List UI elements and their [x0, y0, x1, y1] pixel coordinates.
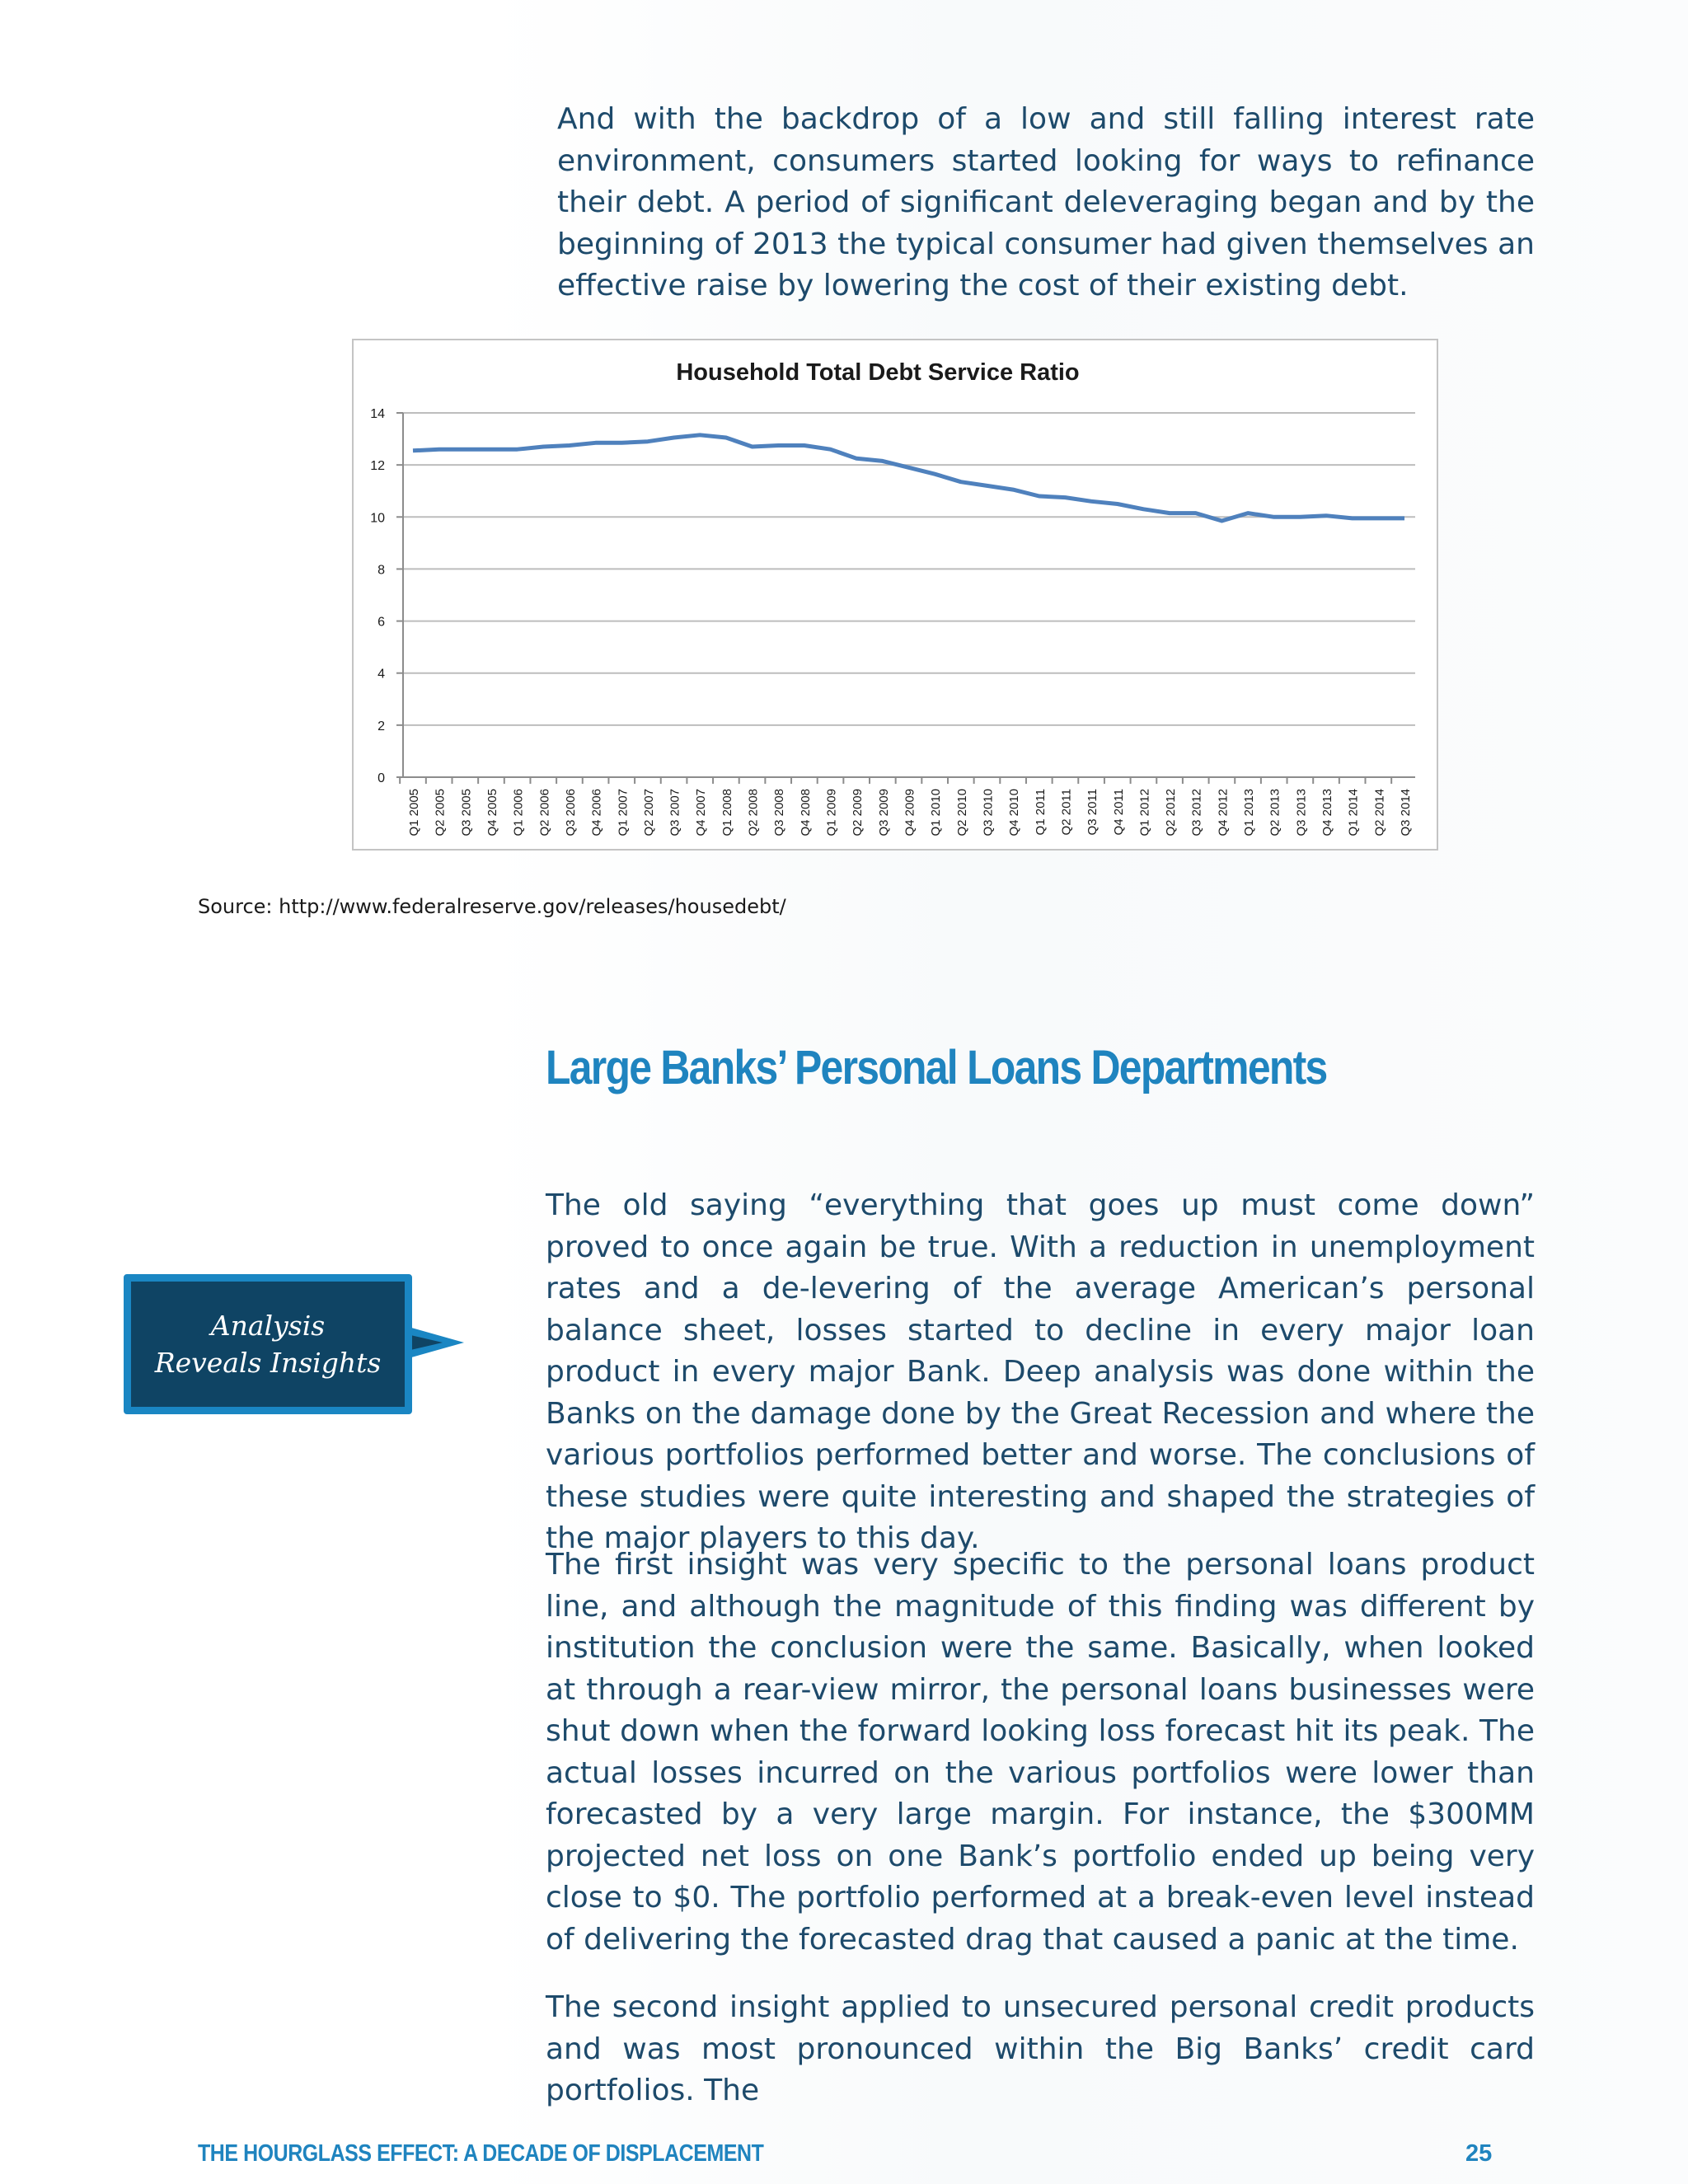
x-tick-label: Q3 2008	[772, 789, 787, 837]
x-tick-label: Q1 2008	[720, 789, 734, 837]
callout-line-1: Analysis	[210, 1310, 326, 1342]
x-tick-label: Q1 2012	[1137, 789, 1152, 837]
x-tick-label: Q3 2005	[459, 789, 474, 837]
footer-title: THE HOURGLASS EFFECT: A DECADE OF DISPLACEMENT	[198, 2140, 764, 2167]
y-tick-label: 6	[377, 615, 385, 630]
x-tick-label: Q2 2009	[851, 789, 865, 837]
chart-series	[413, 435, 1404, 521]
x-tick-label: Q3 2013	[1294, 789, 1309, 837]
x-tick-label: Q1 2009	[824, 789, 839, 837]
y-axis-ticks	[370, 407, 403, 785]
source-citation: Source: http://www.federalreserve.gov/releases/housedebt/	[198, 895, 786, 918]
callout-panel	[124, 1274, 412, 1414]
x-tick-label: Q1 2011	[1033, 789, 1048, 836]
intro-paragraph: And with the backdrop of a low and still falling interest rate environment, consumers started looking for ways to refinance their debt. A period of significant deleveraging began and by the beginning of 2013 the typical consumer had given themselves an effective raise by lowering the cost of their existing debt.	[557, 102, 1535, 302]
y-tick-label: 4	[377, 667, 385, 682]
x-tick-label: Q2 2013	[1268, 789, 1282, 837]
y-tick-label: 14	[370, 407, 385, 421]
x-tick-label: Q3 2007	[668, 789, 682, 837]
x-tick-label: Q3 2012	[1189, 789, 1204, 837]
x-tick-label: Q2 2010	[954, 789, 969, 837]
x-tick-label: Q3 2006	[563, 789, 578, 837]
chart-canvas	[354, 340, 1437, 849]
body-paragraph-1: The old saying “everything that goes up must come down” proved to once again be true. With a reduction in unemployment rates and a de-levering of the average American’s personal balance sheet, losses started to decline in every major loan product in every major Bank. Deep analysis was done within the Banks on the damage done by the Great Recession and where the various portfolios performed better and worse. The conclusions of these studies were quite interesting and shaped the strategies of the major players to this day.	[546, 1188, 1535, 1555]
y-tick-label: 0	[377, 771, 385, 785]
callout-box	[124, 1274, 412, 1414]
debt-service-ratio-line	[413, 435, 1404, 521]
y-tick-label: 8	[377, 563, 385, 578]
y-tick-label: 2	[377, 719, 385, 733]
x-tick-label: Q1 2014	[1346, 789, 1361, 837]
x-tick-label: Q2 2011	[1059, 789, 1074, 836]
x-tick-label: Q3 2014	[1399, 789, 1413, 837]
x-tick-label: Q4 2005	[485, 789, 499, 837]
x-tick-label: Q1 2010	[929, 789, 944, 837]
callout-line-2: Reveals Insights	[154, 1347, 382, 1379]
x-tick-label: Q3 2009	[876, 789, 891, 837]
chart-title: Household Total Debt Service Ratio	[676, 359, 1080, 386]
x-tick-label: Q4 2010	[1007, 789, 1022, 837]
callout-text	[155, 1307, 382, 1381]
body-paragraph-3: The second insight applied to unsecured personal credit products and was most pronounced within the Big Banks’ credit card portfolios. The	[546, 1990, 1535, 2107]
x-tick-label: Q4 2009	[903, 789, 917, 837]
debt-service-chart	[352, 339, 1438, 851]
x-tick-label: Q2 2006	[537, 789, 552, 837]
x-axis-ticks	[400, 777, 1413, 837]
x-tick-label: Q4 2013	[1320, 789, 1335, 837]
x-tick-label: Q2 2014	[1372, 789, 1387, 837]
page-number: 25	[1465, 2140, 1493, 2167]
x-tick-label: Q2 2012	[1164, 788, 1179, 837]
x-tick-label: Q1 2007	[616, 789, 631, 837]
x-tick-label: Q2 2007	[641, 789, 656, 837]
x-tick-label: Q1 2005	[407, 789, 421, 837]
x-tick-label: Q4 2008	[798, 789, 813, 837]
x-tick-label: Q1 2013	[1242, 789, 1257, 837]
x-tick-label: Q4 2012	[1216, 789, 1231, 837]
body-paragraph-2: The first insight was very specific to the personal loans product line, and although the magnitude of this finding was different by institution the conclusion were the same. Basically, when looked at through a rear-view mirror, the personal loans businesses were shut down when the forward looking loss forecast hit its peak. The actual losses incurred on the various portfolios were lower than forecasted by a very large margin. For instance, the $300MM projected net loss on one Bank’s portfolio ended up being very close to $0. The portfolio performed at a break-even level instead of delivering the forecasted drag that caused a panic at the time.	[546, 1548, 1535, 1957]
x-tick-label: Q3 2010	[981, 789, 996, 837]
x-tick-label: Q3 2011	[1085, 789, 1100, 836]
x-tick-label: Q1 2006	[511, 789, 526, 837]
x-tick-label: Q4 2007	[694, 789, 709, 837]
x-tick-label: Q2 2008	[746, 789, 761, 837]
x-tick-label: Q4 2011	[1111, 789, 1126, 836]
y-tick-label: 10	[370, 511, 385, 526]
y-tick-label: 12	[370, 459, 385, 474]
section-heading: Large Banks’ Personal Loans Departments	[546, 1041, 1327, 1094]
x-tick-label: Q2 2005	[433, 789, 448, 837]
x-tick-label: Q4 2006	[589, 789, 604, 837]
